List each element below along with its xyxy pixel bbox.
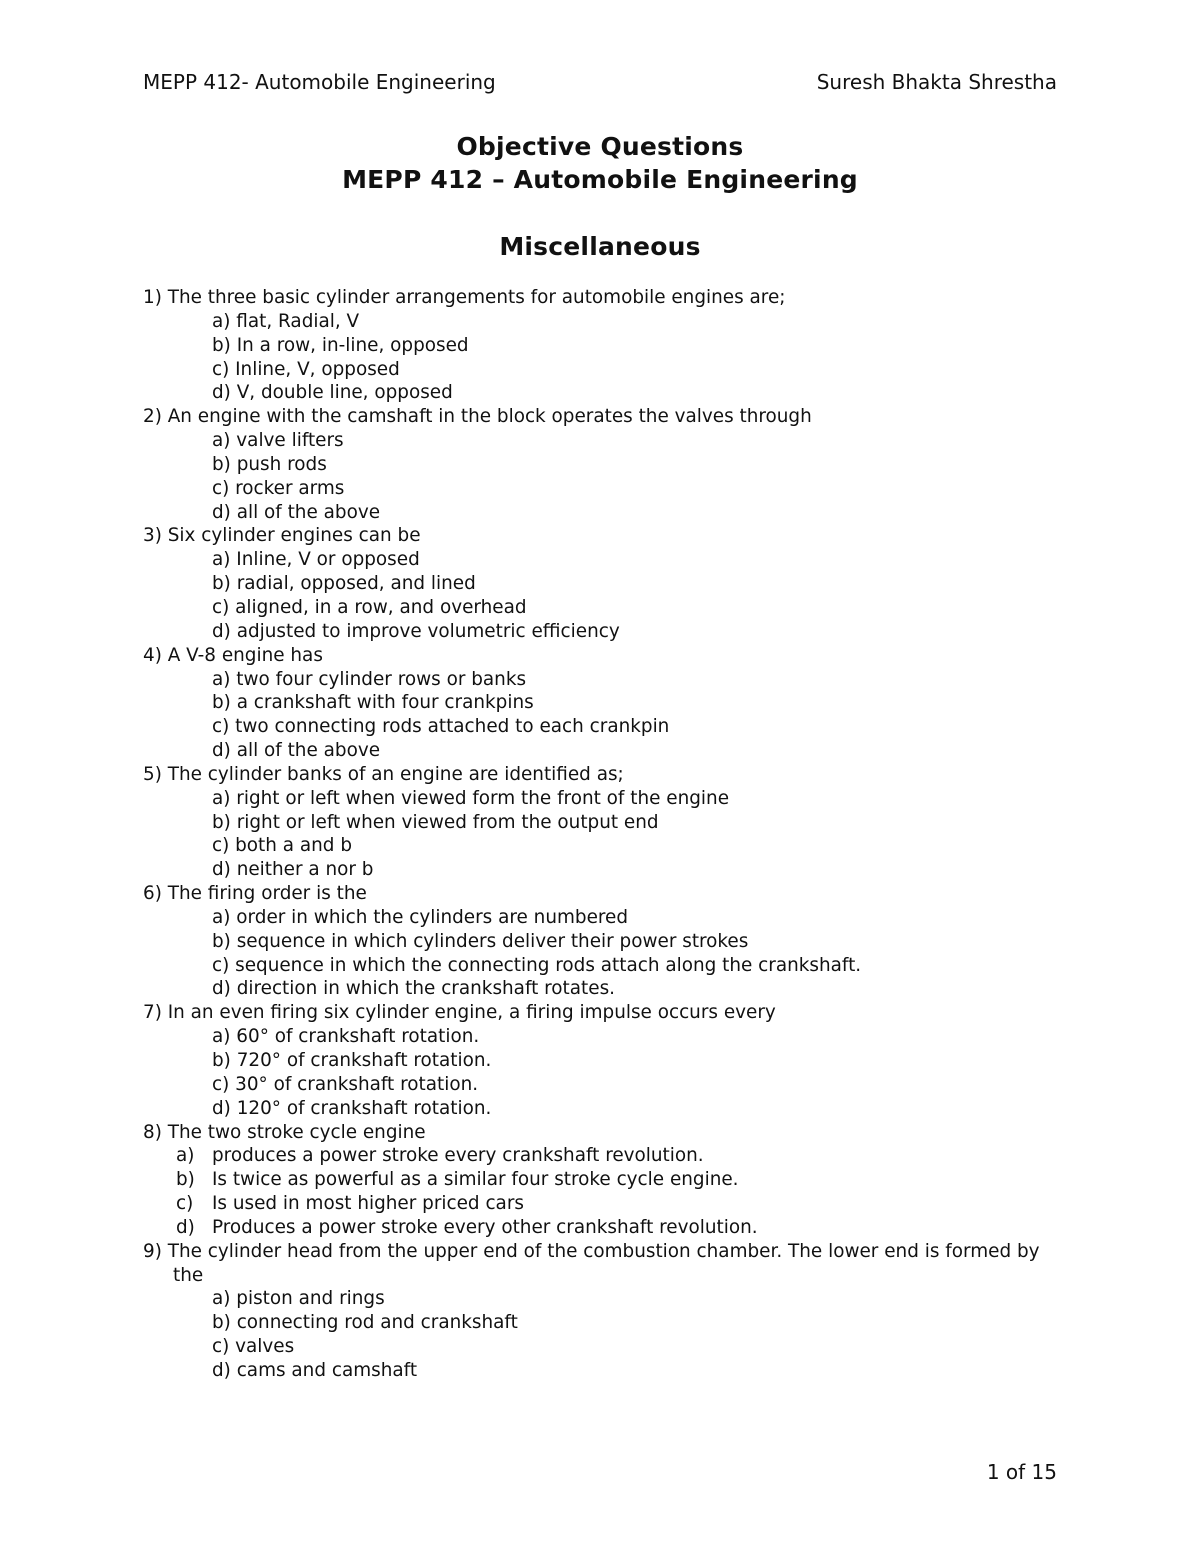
question-list [143,286,1058,1383]
answer-option: b) radial, opposed, and lined [212,573,476,595]
answer-option: b) 720° of crankshaft rotation. [212,1050,492,1071]
answer-option [143,1192,1058,1216]
answer-option: a) piston and rings [212,1288,385,1310]
page-header [143,70,1057,96]
answer-option [143,1144,1058,1168]
answer-option: c) aligned, in a row, and overhead [212,596,527,618]
answer-option: a) flat, Radial, V [212,310,360,332]
answer-option: a) valve lifters [212,430,344,452]
document-subtitle: MEPP 412 – Automobile Engineering [342,165,858,194]
question-text: 3) Six cylinder engines can be [143,525,421,547]
answer-option: d) all of the above [212,501,381,523]
answer-option: d) adjusted to improve volumetric efficiency [212,620,620,642]
option-text: produces a power stroke every crankshaft revolution. [212,1145,704,1167]
question-text: 5) The cylinder banks of an engine are identified as; [143,763,624,785]
option-label: d) [176,1216,195,1238]
author-header: Suresh Bhakta Shrestha [816,70,1057,94]
option-text: Is used in most higher priced cars [212,1193,524,1215]
answer-option: b) a crankshaft with four crankpins [212,692,534,714]
answer-option: d) V, double line, opposed [212,382,453,404]
answer-option: a) right or left when viewed form the front of the engine [212,787,730,809]
option-label: a) [176,1145,195,1167]
answer-option: d) cams and camshaft [212,1359,418,1381]
answer-option: b) sequence in which cylinders deliver their power strokes [212,930,749,952]
question-text: 9) The cylinder head from the upper end of the combustion chamber. The lower end is formed by the [143,1240,1040,1286]
answer-option: d) neither a nor b [212,859,374,881]
answer-option: b) right or left when viewed from the output end [212,811,659,833]
title-block [0,130,1200,263]
answer-option: d) direction in which the crankshaft rotates. [212,978,615,1000]
option-text: Produces a power stroke every other crankshaft revolution. [212,1216,758,1238]
answer-option: c) rocker arms [212,477,345,499]
answer-option: d) 120° of crankshaft rotation. [212,1097,492,1119]
document-title: Objective Questions [456,132,744,161]
answer-option: b) connecting rod and crankshaft [212,1312,518,1334]
answer-option: c) Inline, V, opposed [212,358,400,380]
question-text: 8) The two stroke cycle engine [143,1121,426,1143]
answer-option [143,1168,1058,1192]
question-text: 1) The three basic cylinder arrangements for automobile engines are; [143,287,786,308]
answer-option: c) valves [212,1336,295,1358]
answer-option: a) 60° of crankshaft rotation. [212,1026,480,1048]
question-text: 2) An engine with the camshaft in the block operates the valves through [143,406,812,428]
answer-option: b) push rods [212,453,327,475]
answer-option: c) two connecting rods attached to each crankpin [212,716,670,738]
answer-option: c) sequence in which the connecting rods attach along the crankshaft. [212,954,862,976]
answer-option: b) In a row, in-line, opposed [212,334,469,356]
answer-option: a) two four cylinder rows or banks [212,668,527,690]
question-text: 4) A V-8 engine has [143,644,323,666]
answer-option: d) all of the above [212,740,381,762]
answer-option [143,1216,1058,1240]
question-text: 7) In an even firing six cylinder engine, a firing impulse occurs every [143,1002,776,1024]
question-text: 6) The firing order is the [143,883,367,905]
answer-option: c) 30° of crankshaft rotation. [212,1073,479,1095]
page-number: 1 of 15 [986,1460,1057,1484]
answer-option: a) order in which the cylinders are numbered [212,906,629,928]
option-label: b) [176,1169,195,1191]
answer-option: a) Inline, V or opposed [212,549,420,571]
section-heading: Miscellaneous [499,232,701,261]
answer-option: c) both a and b [212,835,353,857]
option-label: c) [176,1193,194,1215]
option-text: Is twice as powerful as a similar four stroke cycle engine. [212,1169,739,1191]
course-header: MEPP 412- Automobile Engineering [143,70,496,94]
